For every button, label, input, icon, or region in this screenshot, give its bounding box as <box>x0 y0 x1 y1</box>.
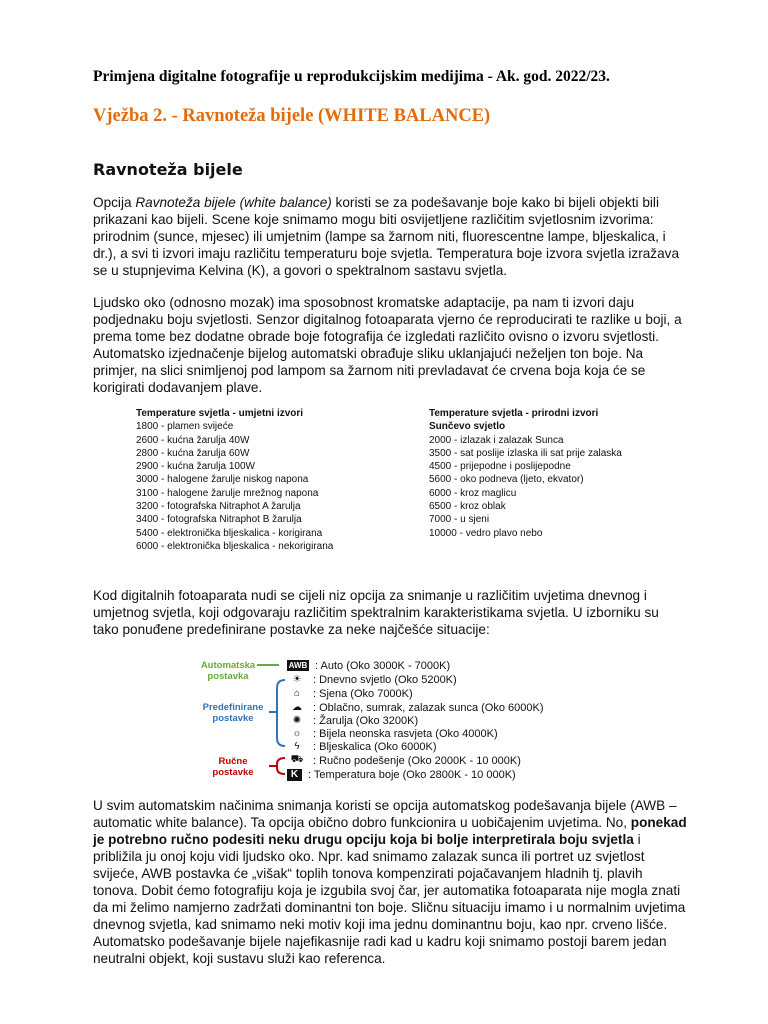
list-item: 3000 - halogene žarulje niskog napona <box>136 474 309 486</box>
list-item: 5600 - oko podneva (ljeto, ekvator) <box>429 474 584 486</box>
kelvin-icon: K <box>287 769 302 781</box>
wb-entry-label: : Dnevno svjetlo (Oko 5200K) <box>313 673 457 686</box>
tungsten-icon: ✺ <box>292 715 302 726</box>
paragraph-adaptation: Ljudsko oko (odnosno mozak) ima sposobnost kromatske adaptacije, pa nam ti izvori daju podjednaku boju svjetlosti. Senzor digitalnog fotoaparata vjerno će reproducirati te razlike u boji, a prema tome bez dodatne obrade boje fotografija će izgledati različito ovisno o izvoru svjetlosti. Automatsko izjednačenje bijelog automatski obrađuje sliku uklanjajući neželjen ton boje. Na primjer, na slici snimljenoj pod lampom sa žarnom niti prevladavat će crvena boja koja će se korigirati dodavanjem plave. <box>93 295 682 395</box>
wb-entry-label: : Bljeskalica (Oko 6000K) <box>313 740 437 753</box>
section-title: Ravnoteža bijele <box>93 160 243 179</box>
wb-entry-shade <box>287 687 413 700</box>
list-item: 7000 - u sjeni <box>429 514 490 526</box>
awb-icon: AWB <box>288 661 308 670</box>
list-item: 2000 - izlazak i zalazak Sunca <box>429 434 564 446</box>
list-item: 10000 - vedro plavo nebo <box>429 527 543 539</box>
paragraph-intro-italic: Ravnoteža bijele (white balance) <box>135 195 332 210</box>
auto-group-label: Automatska postavka <box>200 660 256 682</box>
list-item: 4500 - prijepodne i poslijepodne <box>429 461 571 473</box>
wb-entry-label: : Auto (Oko 3000K - 7000K) <box>315 659 451 672</box>
temperature-list-heading: Temperature svjetla - umjetni izvori <box>136 408 304 419</box>
wb-entry-label: : Bijela neonska rasvjeta (Oko 4000K) <box>313 727 498 740</box>
cloud-icon: ☁ <box>292 702 302 713</box>
wb-entry-tungsten <box>287 714 418 727</box>
flash-icon: ϟ <box>294 741 300 752</box>
paragraph-awb-bold: ponekad je potrebno ručno podesiti neku drugu opciju koja bi bolje interpretirala boju svjetla <box>93 815 687 847</box>
wb-entry-label: : Oblačno, sumrak, zalazak sunca (Oko 6000K) <box>313 701 544 714</box>
temperature-list-heading: Temperature svjetla - prirodni izvori <box>429 408 599 419</box>
list-item: 3200 - fotografska Nitraphot A žarulja <box>136 501 301 513</box>
wb-entry-label: : Temperatura boje (Oko 2800K - 10 000K) <box>308 768 516 781</box>
wb-entry-label: : Ručno podešenje (Oko 2000K - 10 000K) <box>313 754 521 767</box>
fluorescent-icon: ☼ <box>292 728 302 739</box>
wb-entry-custom <box>287 754 521 767</box>
wb-entry-auto <box>287 659 450 672</box>
list-item: 6500 - kroz oblak <box>429 501 506 513</box>
temperature-list-artificial <box>136 407 333 553</box>
list-item: 1800 - plamen svijeće <box>136 421 234 433</box>
manual-group-label: Ručne postavke <box>212 756 254 778</box>
manual-group-bracket <box>277 758 285 774</box>
list-item: 3400 - fotografska Nitraphot B žarulja <box>136 514 302 526</box>
list-item: 3100 - halogene žarulje mrežnog napona <box>136 487 319 499</box>
temperature-list-subheading: Sunčevo svjetlo <box>429 421 506 433</box>
list-item: 2800 - kućna žarulja 60W <box>136 447 250 459</box>
paragraph-intro-prefix: Opcija <box>93 195 136 210</box>
preset-group-bracket <box>277 680 285 746</box>
list-item: 5400 - elektronička bljeskalica - korigirana <box>136 527 323 539</box>
paragraph-awb <box>93 797 687 967</box>
exercise-title: Vježba 2. - Ravnoteža bijele (WHITE BALANCE) <box>93 106 491 126</box>
wb-entry-fluorescent <box>287 727 498 740</box>
sun-icon: ☀ <box>292 674 302 685</box>
temperature-list-natural <box>429 407 622 540</box>
wb-entry-flash <box>287 740 437 753</box>
paragraph-intro-suffix: koristi se za podešavanje boje kako bi bijeli objekti bili prikazani kao bijeli. Scene koje snimamo mogu biti osvijetljene različitim svjetlosnim izvorima: prirodnim (sunce, mjesec) ili umjetnim (lampe sa žarnom niti, fluorescentne lampe, bljeskalica, i dr.), a svi ti izvori imaju različitu temperaturu boje svjetla. Temperatura boje izvora svjetla izražava se u stupnjevima Kelvina (K), a govori o spektralnom sastavu svjetla. <box>93 195 680 278</box>
list-item: 6000 - elektronička bljeskalica - nekorigirana <box>136 540 334 552</box>
list-item: 3500 - sat poslije izlaska ili sat prije zalaska <box>429 447 622 459</box>
course-header: Primjena digitalne fotografije u reprodukcijskim medijima - Ak. god. 2022/23. <box>93 68 610 85</box>
list-item: 2900 - kućna žarulja 100W <box>136 461 255 473</box>
wb-entry-label: : Žarulja (Oko 3200K) <box>313 714 419 727</box>
preset-group-label: Predefinirane postavke <box>202 702 264 724</box>
paragraph-awb-part1: U svim automatskim načinima snimanja koristi se opcija automatskog podešavanja bijele (AWB – automatic white balance). Ta opcija obično dobro funkcionira u uobičajenim uvjetima. No, <box>93 798 677 830</box>
shade-icon: ⌂ <box>293 688 301 699</box>
list-item: 2600 - kućna žarulja 40W <box>136 434 250 446</box>
white-balance-figure <box>199 654 559 784</box>
paragraph-awb-part2: i približila ju onoj koju vidi ljudsko oko. Npr. kad snimamo zalazak sunca ili portret uz svjetlost svijeće, AWB postavka će „višak“ toplih tonova kompenzirati pojačavanjem hladnih tj. plavih tonova. Dobit ćemo fotografiju koja je izgubila svoj čar, jer automatika fotoaparata nije mogla znati da mi želimo namjerno zadržati dominantni ton boje. Sličnu situaciju imamo i u normalnim uvjetima dnevnog svjetla, kad snimamo neki motiv koji ima jednu dominantnu boju, kao npr. crveno lišće. Automatsko podešavanje bijele najefikasnije radi kad u kadru koji snimamo postoji barem jedan neutralni objekt, koji sustavu služi kao referenca. <box>93 832 686 966</box>
wb-entry-cloudy <box>287 701 544 714</box>
wb-entry-daylight <box>287 673 457 686</box>
paragraph-intro <box>93 194 687 279</box>
paragraph-camera-options: Kod digitalnih fotoaparata nudi se cijeli niz opcija za snimanje u različitim uvjetima dnevnog i umjetnog svjetla, koji odgovaraju različitim spektralnim karakteristikama svjetla. U izborniku su tako ponuđene predefinirane postavke za neke najčešće situacije: <box>93 588 659 637</box>
list-item: 6000 - kroz maglicu <box>429 487 517 499</box>
custom-wb-icon: ⛟ <box>290 754 304 765</box>
wb-entry-kelvin <box>287 768 516 781</box>
wb-entry-label: : Sjena (Oko 7000K) <box>313 687 413 700</box>
